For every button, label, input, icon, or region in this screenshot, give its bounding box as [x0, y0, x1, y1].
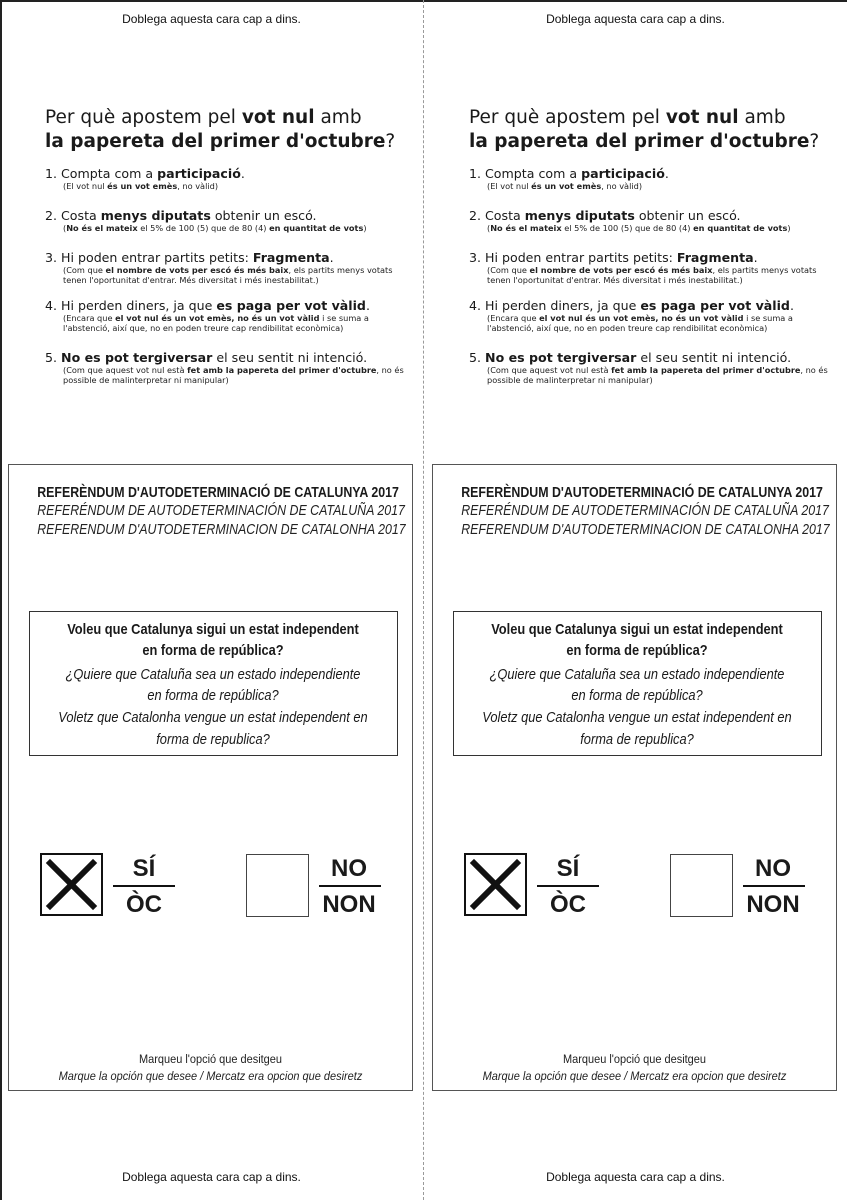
- reason-main-text: [469, 208, 829, 223]
- yes-checkbox[interactable]: [40, 853, 103, 916]
- reason-main-segment: No es pot tergiversar: [485, 350, 637, 365]
- reason-note-text: [45, 223, 405, 233]
- reason-note-segment: , no és possible de malinterpretar ni manipular): [63, 365, 404, 385]
- reason-note-segment: , no és possible de malinterpretar ni manipular): [487, 365, 828, 385]
- yes-divider: [113, 885, 175, 887]
- question-oc-line2: forma de republica?: [156, 732, 270, 748]
- reason-main-segment: 2. Costa: [45, 208, 101, 223]
- reason-main-segment: participació: [581, 166, 665, 181]
- reason-note-segment: (Com que: [63, 265, 106, 275]
- heading-line2-end: ?: [809, 131, 820, 152]
- reason-note-segment: (Com que aquest vot nul està: [63, 365, 188, 375]
- reason-item: [45, 298, 405, 333]
- reason-note-segment: , no vàlid): [601, 181, 643, 191]
- question-es-line1: ¿Quiere que Cataluña sea un estado independiente: [489, 667, 785, 683]
- no-checkbox[interactable]: [670, 854, 733, 917]
- no-label-ca: NO: [755, 855, 791, 882]
- reason-main-segment: el seu sentit ni intenció.: [212, 350, 368, 365]
- reason-note-segment: (Com que: [487, 265, 530, 275]
- question-oc-line2: forma de republica?: [580, 732, 694, 748]
- ballot-instruction-ca: Marqueu l'opció que desitgeu: [563, 1052, 706, 1066]
- reason-main-segment: .: [753, 250, 758, 265]
- reason-note-segment: , els partits menys votats tenen l'oportunitat d'entrar. Més diversitat i més inestabilitat.): [63, 265, 393, 285]
- ballot-title-ca: REFERÈNDUM D'AUTODETERMINACIÓ DE CATALUNYA 2017: [461, 485, 823, 501]
- flyer-heading: [469, 106, 839, 154]
- ballot: [8, 464, 413, 1091]
- reason-main-segment: es paga per vot vàlid: [216, 298, 366, 313]
- reason-main-segment: el seu sentit ni intenció.: [636, 350, 792, 365]
- reason-main-text: [45, 350, 405, 365]
- reason-item: [45, 250, 405, 285]
- fold-instruction-bottom: Doblega aquesta cara cap a dins.: [546, 1170, 725, 1184]
- reason-item: [45, 208, 405, 233]
- question-ca-line2: en forma de república?: [142, 643, 284, 659]
- reason-note-segment: ): [363, 223, 367, 233]
- reason-main-segment: 1. Compta com a: [469, 166, 582, 181]
- heading-part1: Per què apostem pel: [469, 107, 666, 128]
- reason-main-text: [469, 350, 829, 365]
- question-ca-line1: Voleu que Catalunya sigui un estat independent: [491, 622, 783, 638]
- reason-main-segment: 3. Hi poden entrar partits petits:: [469, 250, 677, 265]
- reason-main-segment: 2. Costa: [469, 208, 525, 223]
- reason-note-text: [469, 265, 829, 285]
- reason-note-segment: (El vot nul: [63, 181, 108, 191]
- panel-right: [424, 0, 847, 1200]
- reason-note-text: [469, 181, 829, 191]
- reason-note-segment: fet amb la papereta del primer d'octubre: [611, 365, 801, 375]
- reason-note-segment: el 5% de 100 (5) que de 80 (4): [561, 223, 694, 233]
- reason-main-segment: .: [664, 166, 669, 181]
- reason-note-segment: (Com que aquest vot nul està: [487, 365, 612, 375]
- reason-main-segment: No es pot tergiversar: [61, 350, 213, 365]
- fold-instruction-bottom: Doblega aquesta cara cap a dins.: [122, 1170, 301, 1184]
- reason-note-segment: en quantitat de vots: [269, 223, 364, 233]
- question-box: [29, 611, 398, 756]
- no-label-ca: NO: [331, 855, 367, 882]
- reason-note-segment: el nombre de vots per escó és més baix: [529, 265, 713, 275]
- ballot-instruction-es-oc: Marque la opción que desee / Mercatz era opcion que desiretz: [58, 1069, 363, 1083]
- question-ca-line2: en forma de república?: [566, 643, 708, 659]
- reason-main-segment: es paga per vot vàlid: [640, 298, 790, 313]
- reason-main-text: [45, 250, 405, 265]
- yes-label-ca: SÍ: [556, 855, 580, 882]
- reason-main-segment: menys diputats: [100, 208, 211, 223]
- reason-note-segment: ): [787, 223, 791, 233]
- reason-main-segment: obtenir un escó.: [634, 208, 741, 223]
- reason-note-segment: , els partits menys votats tenen l'oportunitat d'entrar. Més diversitat i més inestabilitat.): [487, 265, 817, 285]
- reason-note-segment: i se suma a l'abstenció, així que, no en poden treure cap rendibilitat econòmica): [63, 313, 369, 333]
- yes-checkbox[interactable]: [464, 853, 527, 916]
- reason-note-segment: el vot nul és un vot emès, no és un vot vàlid: [115, 313, 320, 323]
- reason-item: [469, 350, 829, 385]
- reason-main-segment: 1. Compta com a: [45, 166, 158, 181]
- reason-note-segment: en quantitat de vots: [693, 223, 788, 233]
- reason-main-text: [469, 298, 829, 313]
- question-es-line2: en forma de república?: [571, 688, 703, 704]
- reason-main-segment: .: [329, 250, 334, 265]
- reason-item: [469, 250, 829, 285]
- reason-main-segment: Fragmenta: [252, 250, 330, 265]
- reason-main-text: [469, 166, 829, 181]
- reason-note-text: [45, 365, 405, 385]
- no-divider: [319, 885, 381, 887]
- reason-main-segment: 5.: [45, 350, 62, 365]
- yes-divider: [537, 885, 599, 887]
- reason-note-segment: No és el mateix: [66, 223, 138, 233]
- heading-part3: amb: [738, 107, 786, 128]
- ballot-title-oc: REFERENDUM D'AUTODETERMINACION DE CATALONHA 2017: [461, 522, 830, 538]
- heading-bold: vot nul: [241, 107, 315, 128]
- reason-main-segment: participació: [157, 166, 241, 181]
- reason-note-segment: i se suma a l'abstenció, així que, no en poden treure cap rendibilitat econòmica): [487, 313, 793, 333]
- panel-left: [0, 0, 423, 1200]
- flyer-heading: [45, 106, 415, 154]
- reason-note-text: [469, 365, 829, 385]
- reason-note-segment: (Encara que: [487, 313, 540, 323]
- reason-note-segment: el 5% de 100 (5) que de 80 (4): [137, 223, 270, 233]
- reason-note-segment: el vot nul és un vot emès, no és un vot vàlid: [539, 313, 744, 323]
- reason-note-segment: , no vàlid): [177, 181, 219, 191]
- question-oc-line1: Voletz que Catalonha vengue un estat independent en: [482, 710, 792, 726]
- reason-main-segment: 4. Hi perden diners, ja que: [469, 298, 641, 313]
- reason-main-segment: Fragmenta: [676, 250, 754, 265]
- fold-instruction-top: Doblega aquesta cara cap a dins.: [546, 12, 725, 26]
- ballot-title-es: REFERÉNDUM DE AUTODETERMINACIÓN DE CATALUÑA 2017: [461, 503, 829, 519]
- reason-note-segment: és un vot emès: [531, 181, 602, 191]
- reason-main-segment: .: [240, 166, 245, 181]
- reason-main-text: [45, 208, 405, 223]
- reason-main-segment: .: [365, 298, 370, 313]
- ballot: [432, 464, 837, 1091]
- reason-note-segment: (El vot nul: [487, 181, 532, 191]
- yes-label-ca: SÍ: [132, 855, 156, 882]
- question-ca-line1: Voleu que Catalunya sigui un estat independent: [67, 622, 359, 638]
- ballot-title-es: REFERÉNDUM DE AUTODETERMINACIÓN DE CATALUÑA 2017: [37, 503, 405, 519]
- no-divider: [743, 885, 805, 887]
- reason-note-text: [45, 313, 405, 333]
- reason-main-segment: 5.: [469, 350, 486, 365]
- heading-part1: Per què apostem pel: [45, 107, 242, 128]
- reason-note-segment: el nombre de vots per escó és més baix: [105, 265, 289, 275]
- reason-main-text: [45, 298, 405, 313]
- question-es-line2: en forma de república?: [147, 688, 279, 704]
- ballot-title-ca: REFERÈNDUM D'AUTODETERMINACIÓ DE CATALUNYA 2017: [37, 485, 399, 501]
- fold-instruction-top: Doblega aquesta cara cap a dins.: [122, 12, 301, 26]
- heading-line2: la papereta del primer d'octubre: [469, 131, 810, 152]
- reason-main-segment: .: [789, 298, 794, 313]
- heading-bold: vot nul: [665, 107, 739, 128]
- heading-line2-end: ?: [385, 131, 396, 152]
- ballot-instruction-es-oc: Marque la opción que desee / Mercatz era opcion que desiretz: [482, 1069, 787, 1083]
- reason-note-segment: és un vot emès: [107, 181, 178, 191]
- reason-item: [45, 166, 405, 191]
- reason-item: [469, 208, 829, 233]
- cross-mark-icon: [42, 855, 101, 914]
- heading-part3: amb: [314, 107, 362, 128]
- reason-main-segment: 3. Hi poden entrar partits petits:: [45, 250, 253, 265]
- question-es-line1: ¿Quiere que Cataluña sea un estado independiente: [65, 667, 361, 683]
- ballot-instruction-ca: Marqueu l'opció que desitgeu: [139, 1052, 282, 1066]
- no-label-oc: NON: [746, 891, 800, 918]
- reason-note-segment: (: [63, 223, 67, 233]
- reason-main-segment: menys diputats: [524, 208, 635, 223]
- reason-item: [469, 298, 829, 333]
- reason-main-segment: obtenir un escó.: [210, 208, 317, 223]
- reason-main-text: [45, 166, 405, 181]
- question-box: [453, 611, 822, 756]
- reason-note-text: [469, 223, 829, 233]
- yes-label-oc: ÒC: [550, 891, 586, 918]
- no-label-oc: NON: [322, 891, 376, 918]
- reason-note-segment: (: [487, 223, 491, 233]
- question-oc-line1: Voletz que Catalonha vengue un estat independent en: [58, 710, 368, 726]
- reason-main-text: [469, 250, 829, 265]
- reason-note-segment: fet amb la papereta del primer d'octubre: [187, 365, 377, 375]
- reason-item: [469, 166, 829, 191]
- reason-item: [45, 350, 405, 385]
- reason-note-text: [45, 265, 405, 285]
- no-checkbox[interactable]: [246, 854, 309, 917]
- reason-note-segment: No és el mateix: [490, 223, 562, 233]
- ballot-title-oc: REFERENDUM D'AUTODETERMINACION DE CATALONHA 2017: [37, 522, 406, 538]
- yes-label-oc: ÒC: [126, 891, 162, 918]
- heading-line2: la papereta del primer d'octubre: [45, 131, 386, 152]
- reason-note-text: [469, 313, 829, 333]
- reason-note-segment: (Encara que: [63, 313, 116, 323]
- reason-note-text: [45, 181, 405, 191]
- reason-main-segment: 4. Hi perden diners, ja que: [45, 298, 217, 313]
- cross-mark-icon: [466, 855, 525, 914]
